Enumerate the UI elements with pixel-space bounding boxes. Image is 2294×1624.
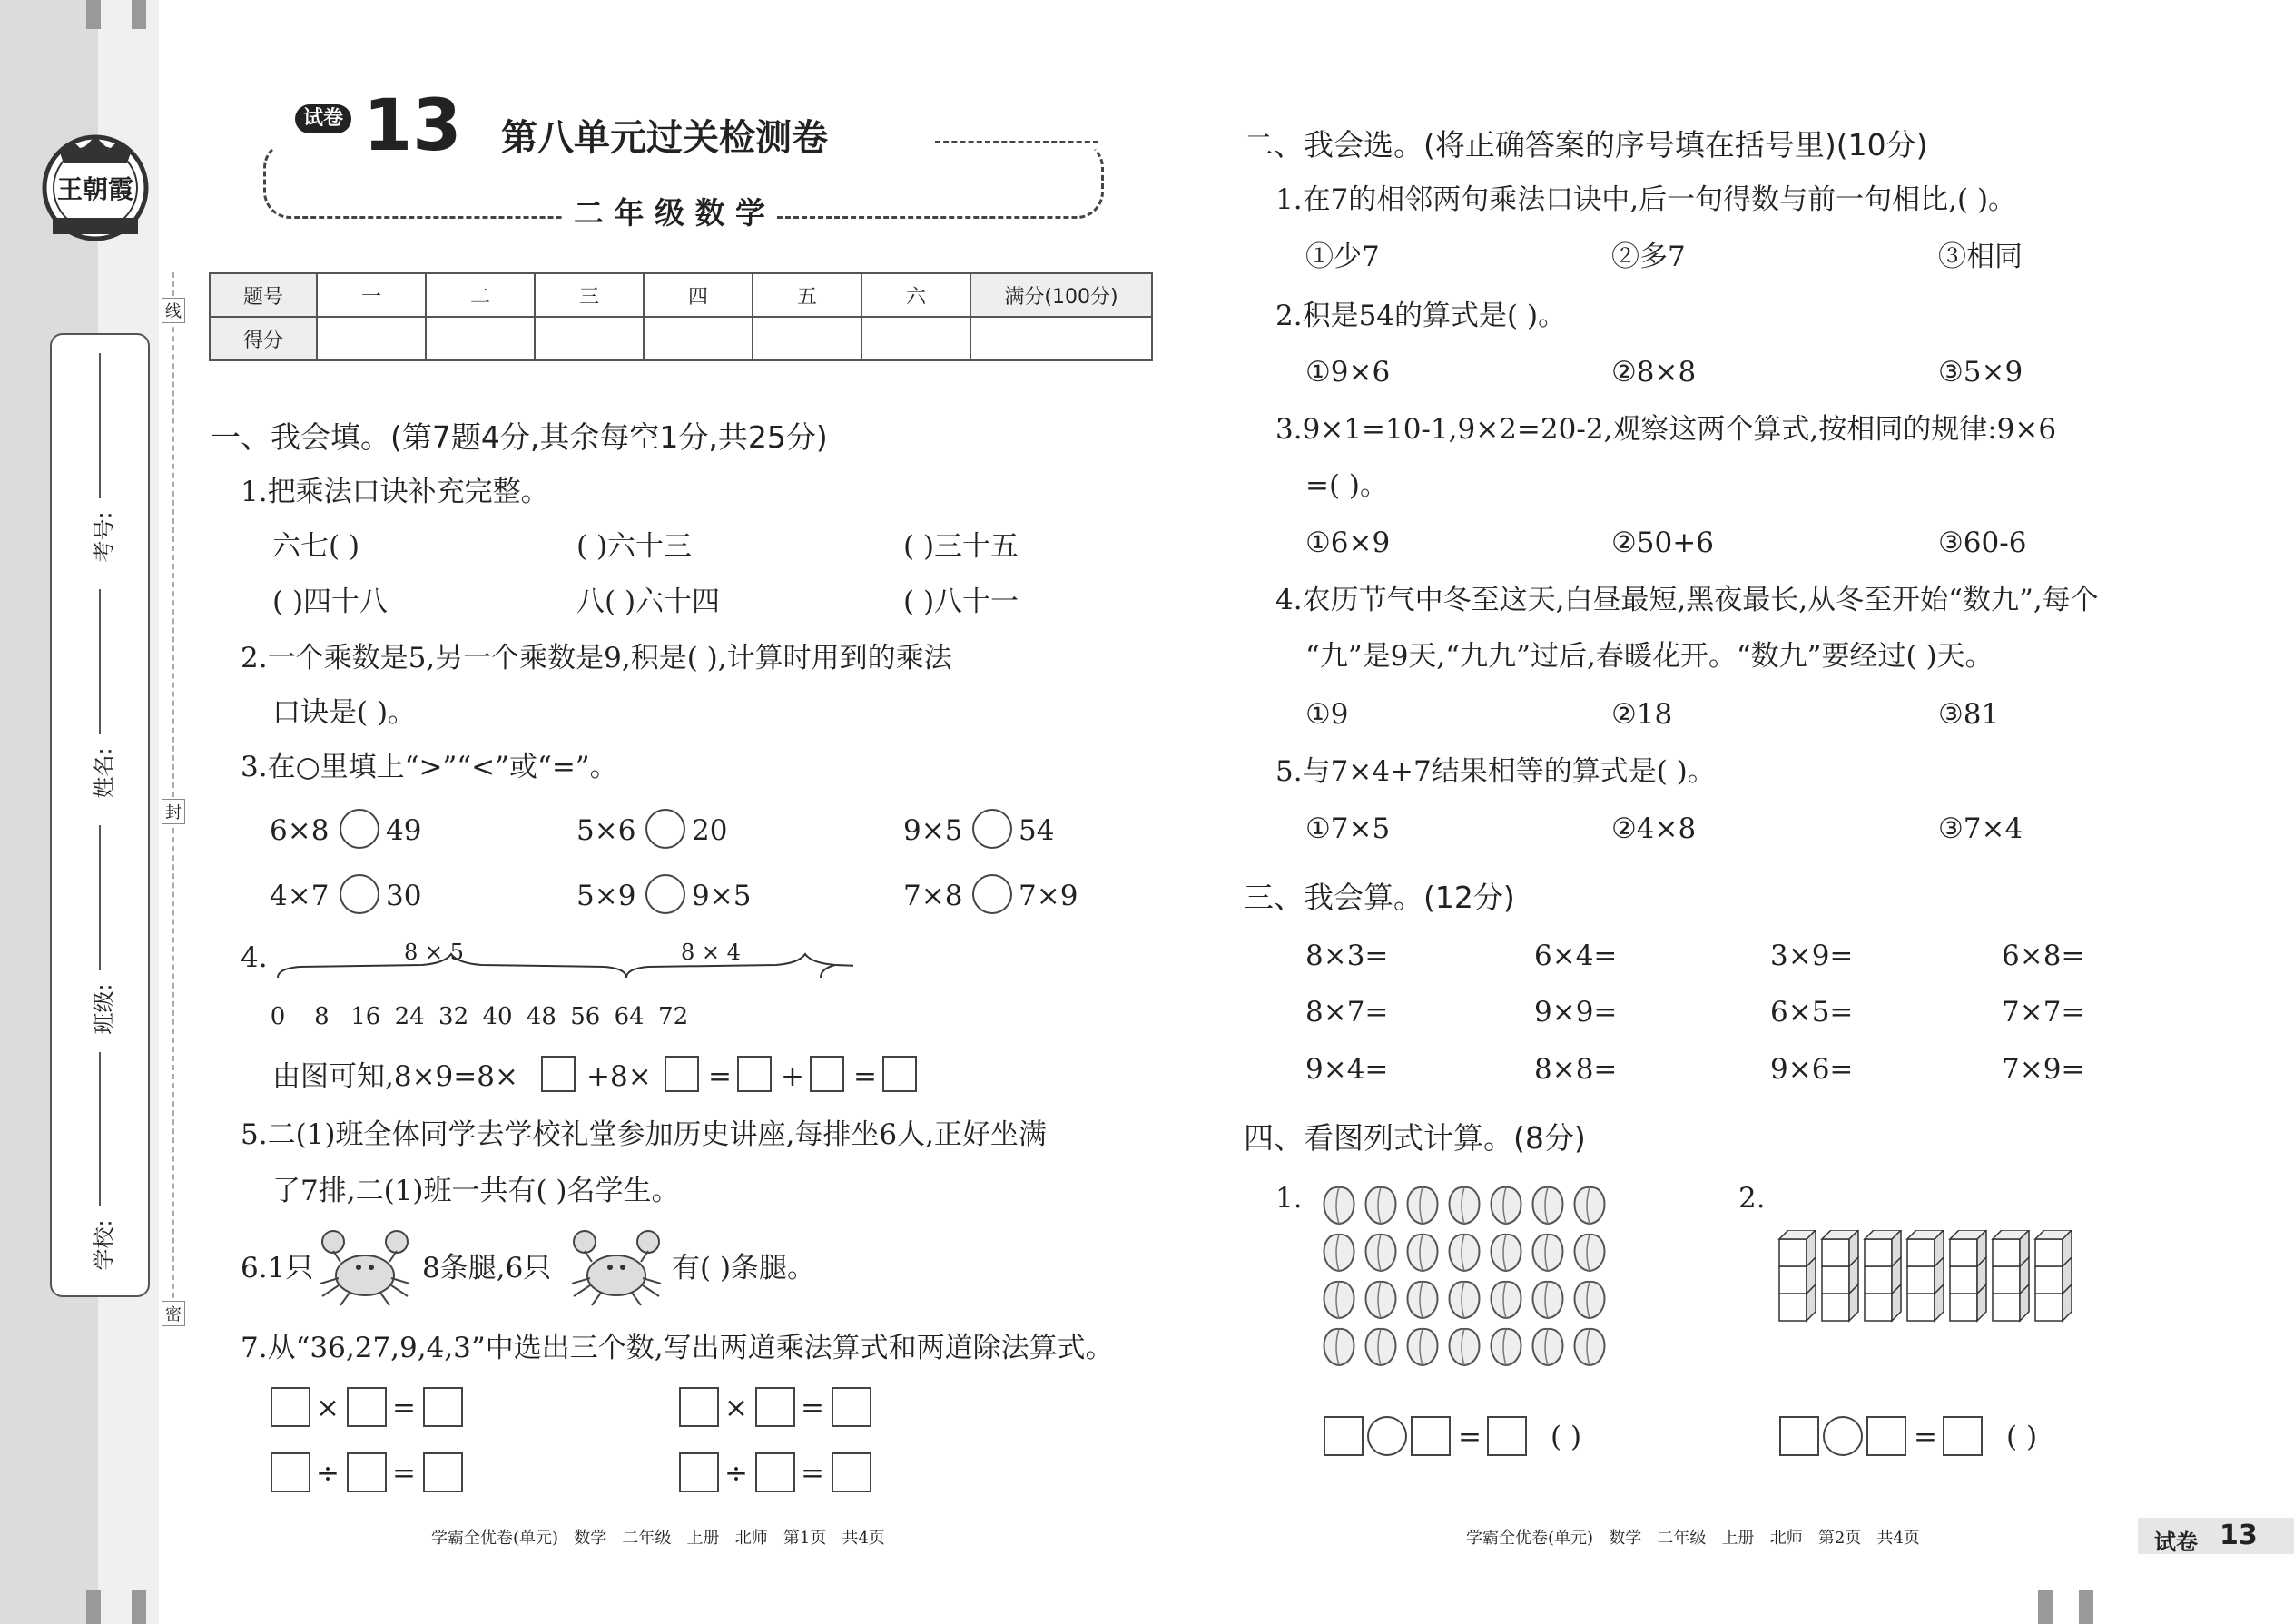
q4-eq-text: 由图可知,8×9=8× [272,1060,518,1093]
school-label: 学校: [91,1219,117,1271]
peach-grid [1319,1180,1619,1380]
brace-label: 8 × 4 [681,940,741,965]
compare-left: 9×5 [903,814,963,847]
exam-number-field[interactable] [88,353,117,571]
compare-right: 7×9 [1019,880,1078,912]
answer-box[interactable] [737,1056,772,1092]
cube-column [1779,1230,1816,1321]
p2-q1-opt[interactable]: ①少7 [1305,241,1380,273]
name-field[interactable] [88,589,117,807]
q7-text: 7.从“36,27,9,4,3”中选出三个数,写出两道乘法算式和两道除法算式。 [241,1332,1114,1364]
q4-eq-text: +8× [586,1060,652,1093]
binding-mark-mi: 密 [162,1301,185,1326]
peach-icon [1366,1329,1396,1365]
answer-box[interactable] [271,1387,310,1427]
compare-right: 30 [386,880,422,912]
q6-text: 6.1只 [241,1252,314,1284]
q2-text-2[interactable]: 口诀是( )。 [272,696,417,729]
tick-label: 0 [270,1003,286,1030]
answer-box[interactable] [1866,1416,1906,1456]
p2-q3-2[interactable]: =( )。 [1305,469,1389,502]
cube-column [1993,1230,2029,1321]
cube-stack-figure [1777,1230,2086,1330]
peach-icon [1450,1329,1480,1365]
p2-q1[interactable]: 1.在7的相邻两句乘法口诀中,后一句得数与前一句相比,( )。 [1275,183,2017,216]
calc-item[interactable]: 9×6= [1770,1053,1854,1086]
logo-text: 王朝霞 [56,174,133,204]
p4-q1-number: 1. [1275,1182,1303,1215]
tick-label: 40 [482,1003,513,1030]
score-table-cell: 六 [861,273,970,317]
calc-item[interactable]: 7×9= [2002,1053,2085,1086]
cube-column [1907,1230,1944,1321]
p2-q2-opt[interactable]: ③5×9 [1938,356,2023,389]
p2-q2[interactable]: 2.积是54的算式是( )。 [1275,300,1567,332]
page-subtitle: 二 年 级 数 学 [563,198,776,228]
calc-item[interactable]: 3×9= [1770,940,1854,972]
peach-icon [1533,1235,1563,1271]
answer-box[interactable] [755,1452,795,1492]
part4-title: 四、看图列式计算。(8分) [1244,1120,1586,1156]
p4-q2-answer: = ( ) [1779,1416,2106,1458]
peach-icon [1324,1235,1354,1271]
p2-q5-opt[interactable]: ②4×8 [1611,812,1697,845]
part1-title: 一、我会填。(第7题4分,其余每空1分,共25分) [211,419,828,455]
answer-box[interactable] [347,1387,387,1427]
peach-icon [1492,1329,1521,1365]
answer-box[interactable] [1779,1416,1819,1456]
answer-box[interactable] [347,1452,387,1492]
page-tab-label: 试卷 [2154,1530,2198,1555]
p4-q2-number: 2. [1738,1182,1766,1215]
q6-text[interactable]: 有( )条腿。 [672,1252,816,1284]
answer-box[interactable] [1324,1416,1364,1456]
score-input[interactable] [317,317,426,360]
answer-box[interactable] [1411,1416,1451,1456]
cube-column [2035,1230,2072,1321]
peach-icon [1575,1282,1605,1318]
answer-box[interactable] [755,1387,795,1427]
compare-circle[interactable] [340,809,379,849]
peach-icon [1408,1187,1438,1224]
peach-icon [1324,1329,1354,1365]
cube-column [1822,1230,1858,1321]
tick-label: 72 [658,1003,689,1030]
binding-hole-bottom-4 [2079,1590,2093,1624]
unit-paren[interactable]: ( ) [2006,1421,2038,1453]
unit-paren[interactable]: ( ) [1551,1421,1582,1453]
answer-box[interactable] [541,1056,576,1092]
p2-q4-opt[interactable]: ①9 [1305,698,1349,731]
class-label: 班级: [91,983,117,1035]
q7-equation-div-1: ÷ = [271,1452,470,1494]
peach-icon [1324,1282,1354,1318]
q3-text: 3.在○里填上“>”“<”或“=”。 [241,751,618,783]
calc-item[interactable]: 9×4= [1305,1053,1389,1086]
compare-left: 7×8 [903,880,963,912]
answer-box[interactable] [679,1452,719,1492]
q1-text: 1.把乘法口诀补充完整。 [241,476,549,508]
calc-item[interactable]: 9×9= [1534,996,1618,1029]
page-tab [2138,1518,2294,1554]
p2-q4-opt[interactable]: ②18 [1611,698,1673,731]
compare-left: 4×7 [270,880,330,912]
answer-box[interactable] [832,1452,871,1492]
peach-icon [1492,1282,1521,1318]
score-table-cell: 四 [644,273,753,317]
answer-box[interactable] [665,1056,699,1092]
compare-circle[interactable] [645,874,685,914]
answer-box[interactable] [271,1452,310,1492]
q4-eq-text: + [781,1060,804,1093]
score-input[interactable] [644,317,753,360]
part2-title: 二、我会选。(将正确答案的序号填在括号里)(10分) [1244,127,1928,162]
q4-eq-text: = [853,1060,877,1093]
answer-box[interactable] [1943,1416,1983,1456]
binding-mark-xian: 线 [162,298,185,323]
q7-equation-div-2: ÷ = [679,1452,879,1494]
compare-left: 5×6 [576,814,636,847]
score-input[interactable] [535,317,644,360]
paper-number: 13 [363,85,462,167]
compare-left: 6×8 [270,814,330,847]
number-line-diagram [263,940,853,1039]
p2-q5[interactable]: 5.与7×4+7结果相等的算式是( )。 [1275,755,1716,788]
q4-equation [272,1056,962,1097]
compare-right: 49 [386,814,422,847]
score-input[interactable] [861,317,970,360]
p2-q3-opt[interactable]: ③60-6 [1938,527,2027,559]
p2-q3-opt[interactable]: ①6×9 [1305,527,1391,559]
peach-icon [1533,1282,1563,1318]
p2-q4: 4.农历节气中冬至这天,白昼最短,黑夜最长,从冬至开始“数九”,每个 [1275,584,2099,616]
compare-circle[interactable] [645,809,685,849]
peach-icon [1408,1282,1438,1318]
peach-icon [1408,1329,1438,1365]
answer-box[interactable] [810,1056,844,1092]
score-table-cell: 题号 [210,273,317,317]
q6-text: 8条腿,6只 [422,1252,552,1284]
calc-item[interactable]: 8×8= [1534,1053,1618,1086]
operator-circle[interactable] [1823,1416,1863,1456]
calc-item[interactable]: 6×5= [1770,996,1854,1029]
brace-label: 8 × 5 [404,940,464,965]
p4-q1-answer: = ( ) [1324,1416,1650,1458]
binding-mark-feng: 封 [162,799,185,824]
q1-item[interactable]: ( )四十八 [272,586,389,618]
student-info-panel [50,333,150,1297]
header-frame-top-dash [935,141,1098,143]
binding-hole-bottom-2 [132,1590,146,1624]
compare-right: 20 [692,814,728,847]
binding-hole-top-1 [86,0,101,29]
number-line-ticks [263,1005,853,1038]
peach-icon [1450,1235,1480,1271]
answer-box[interactable] [423,1387,463,1427]
tick-label: 16 [350,1003,381,1030]
q4-number: 4. [241,941,268,974]
p2-q2-opt[interactable]: ②8×8 [1611,356,1697,389]
brand-logo [36,123,154,250]
peach-icon [1450,1187,1480,1224]
p2-q3: 3.9×1=10-1,9×2=20-2,观察这两个算式,按相同的规律:9×6 [1275,413,2057,446]
peach-icon [1575,1329,1605,1365]
tick-label: 32 [438,1003,469,1030]
calc-item[interactable]: 6×4= [1534,940,1618,972]
q1-item[interactable]: 六七( ) [272,530,360,563]
score-table-cell: 五 [753,273,861,317]
answer-box[interactable] [1487,1416,1527,1456]
q1-item[interactable]: ( )三十五 [903,530,1019,563]
p2-q1-opt[interactable]: ③相同 [1938,241,2023,273]
exam-number-label: 考号: [91,511,117,563]
crab-icon [313,1225,418,1307]
tick-label: 8 [314,1003,330,1030]
name-label: 姓名: [91,747,117,799]
p2-q1-opt[interactable]: ②多7 [1611,241,1686,273]
tick-label: 56 [570,1003,601,1030]
score-table-header-row [210,273,1152,317]
page-tab-number: 13 [2220,1520,2258,1551]
compare-right: 54 [1019,814,1055,847]
binding-hole-bottom-1 [86,1590,101,1624]
p2-q4-opt[interactable]: ③81 [1938,698,2000,731]
paper-tag: 试卷 [295,104,351,133]
compare-left: 5×9 [576,880,636,912]
footer-left: 学霸全优卷(单元) 数学 二年级 上册 北师 第1页 共4页 [431,1529,885,1548]
peach-icon [1366,1235,1396,1271]
p2-q2-opt[interactable]: ①9×6 [1305,356,1391,389]
peach-icon [1533,1329,1563,1365]
class-field[interactable] [88,825,117,1043]
peach-icon [1492,1187,1521,1224]
q7-equation-mult-1: × = [271,1387,470,1429]
tick-label: 64 [614,1003,645,1030]
binding-hole-top-2 [132,0,146,29]
binding-hole-bottom-3 [2038,1590,2053,1624]
peach-icon [1575,1235,1605,1271]
compare-right: 9×5 [692,880,752,912]
compare-circle[interactable] [972,874,1012,914]
crab-icon [565,1225,669,1307]
calc-item[interactable]: 6×8= [2002,940,2085,972]
answer-box[interactable] [882,1056,917,1092]
q2-text[interactable]: 2.一个乘数是5,另一个乘数是9,积是( ),计算时用到的乘法 [241,642,952,674]
score-input[interactable] [753,317,861,360]
q1-item[interactable]: ( )八十一 [903,586,1019,618]
peach-icon [1575,1187,1605,1224]
score-table-cell: 满分(100分) [970,273,1152,317]
p2-q4-2[interactable]: “九”是9天,“九九”过后,春暖花开。“数九”要经过( )天。 [1305,640,1994,673]
peach-icon [1366,1187,1396,1224]
score-table-cell: 二 [426,273,535,317]
p2-q3-opt[interactable]: ②50+6 [1611,527,1714,559]
score-table-cell: 得分 [210,317,317,360]
p2-q5-opt[interactable]: ①7×5 [1305,812,1391,845]
q5-text: 5.二(1)班全体同学去学校礼堂参加历史讲座,每排坐6人,正好坐满 [241,1118,1047,1151]
compare-circle[interactable] [340,874,379,914]
cube-column [1865,1230,1901,1321]
part3-title: 三、我会算。(12分) [1244,880,1515,915]
answer-box[interactable] [423,1452,463,1492]
page-title: 第八单元过关检测卷 [501,117,828,159]
peach-icon [1450,1282,1480,1318]
footer-right: 学霸全优卷(单元) 数学 二年级 上册 北师 第2页 共4页 [1466,1529,1920,1548]
score-input[interactable] [970,317,1152,360]
peach-icon [1533,1187,1563,1224]
score-table-score-row [210,317,1152,360]
score-table-cell: 三 [535,273,644,317]
answer-box[interactable] [679,1387,719,1427]
answer-box[interactable] [832,1387,871,1427]
calc-item[interactable]: 8×3= [1305,940,1389,972]
tick-label: 24 [394,1003,425,1030]
p2-q5-opt[interactable]: ③7×4 [1938,812,2023,845]
q4-eq-text: = [708,1060,732,1093]
peach-icon [1366,1282,1396,1318]
peach-icon [1324,1187,1354,1224]
q7-equation-mult-2: × = [679,1387,879,1429]
score-input[interactable] [426,317,535,360]
compare-circle[interactable] [972,809,1012,849]
q5-text-2[interactable]: 了7排,二(1)班一共有( )名学生。 [272,1175,680,1207]
peach-icon [1492,1235,1521,1271]
school-field[interactable] [88,1052,117,1279]
calc-item[interactable]: 7×7= [2002,996,2085,1029]
cube-column [1950,1230,1986,1321]
peach-icon [1408,1235,1438,1271]
operator-circle[interactable] [1367,1416,1407,1456]
score-table-cell: 一 [317,273,426,317]
calc-item[interactable]: 8×7= [1305,996,1389,1029]
q1-item[interactable]: ( )六十三 [576,530,693,563]
q1-item[interactable]: 八( )六十四 [576,586,721,618]
tick-label: 48 [526,1003,556,1030]
score-table [209,272,1153,361]
